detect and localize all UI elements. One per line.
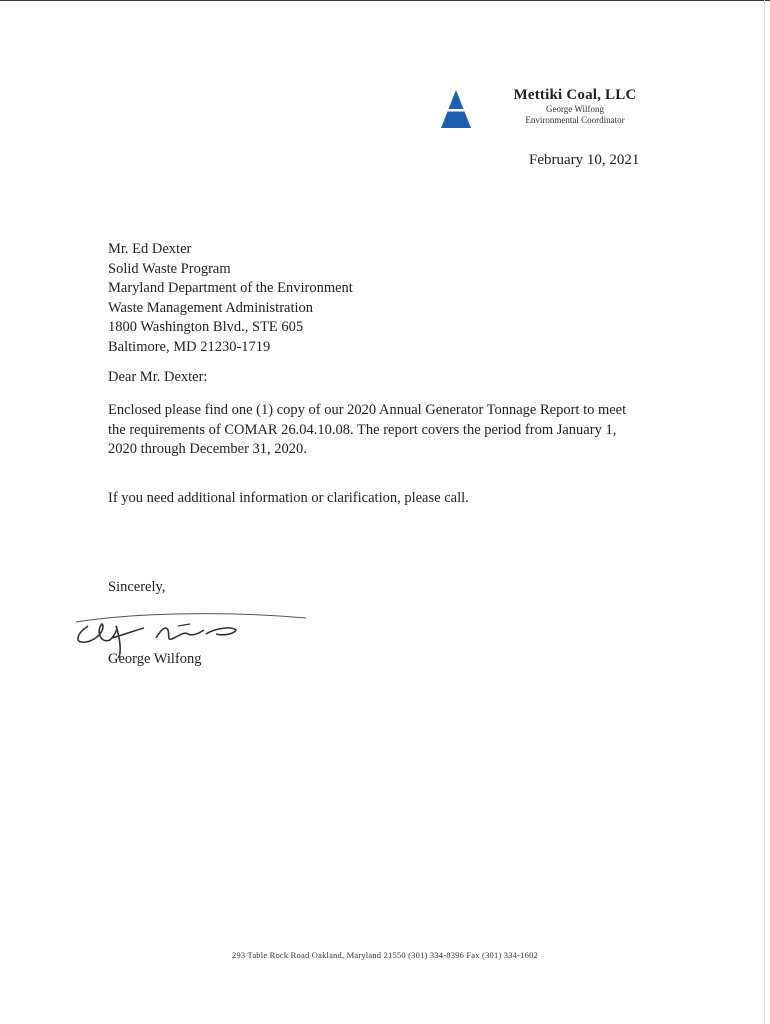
body-line: Enclosed please find one (1) copy of our 2020 Annual Generator Tonnage Report to meet bbox=[108, 402, 627, 418]
body-line: 2020 through December 31, 2020. bbox=[108, 441, 307, 457]
letter-date: February 10, 2021 bbox=[529, 152, 640, 168]
body-paragraph-2: If you need additional information or clarification, please call. bbox=[108, 490, 469, 506]
closing: Sincerely, bbox=[108, 579, 166, 595]
company-block bbox=[500, 86, 650, 126]
address-line: Mr. Ed Dexter bbox=[108, 241, 192, 257]
contact-title: Environmental Coordinator bbox=[525, 115, 625, 125]
triangle-logo-icon bbox=[440, 89, 472, 129]
address-line: Maryland Department of the Environment bbox=[108, 280, 353, 296]
address-line: Waste Management Administration bbox=[108, 299, 314, 316]
page-top-edge bbox=[0, 0, 770, 1]
address-line: Baltimore, MD 21230-1719 bbox=[108, 338, 271, 355]
signer-name: George Wilfong bbox=[108, 651, 202, 667]
letterhead bbox=[430, 86, 660, 136]
body-paragraph-1 bbox=[108, 401, 653, 460]
body-line: the requirements of COMAR 26.04.10.08. The report covers the period from January 1, bbox=[108, 421, 617, 438]
company-name: Mettiki Coal, LLC bbox=[513, 87, 637, 103]
contact-name: George Wilfong bbox=[545, 104, 605, 114]
salutation: Dear Mr. Dexter: bbox=[108, 369, 208, 385]
page-right-edge bbox=[764, 0, 765, 1024]
recipient-address bbox=[108, 240, 353, 357]
address-line: Solid Waste Program bbox=[108, 260, 231, 277]
address-line: 1800 Washington Blvd., STE 605 bbox=[108, 319, 304, 335]
footer-address: 293 Table Rock Road Oakland, Maryland 21550 (301) 334-8396 Fax (301) 334-1602 bbox=[232, 950, 538, 960]
